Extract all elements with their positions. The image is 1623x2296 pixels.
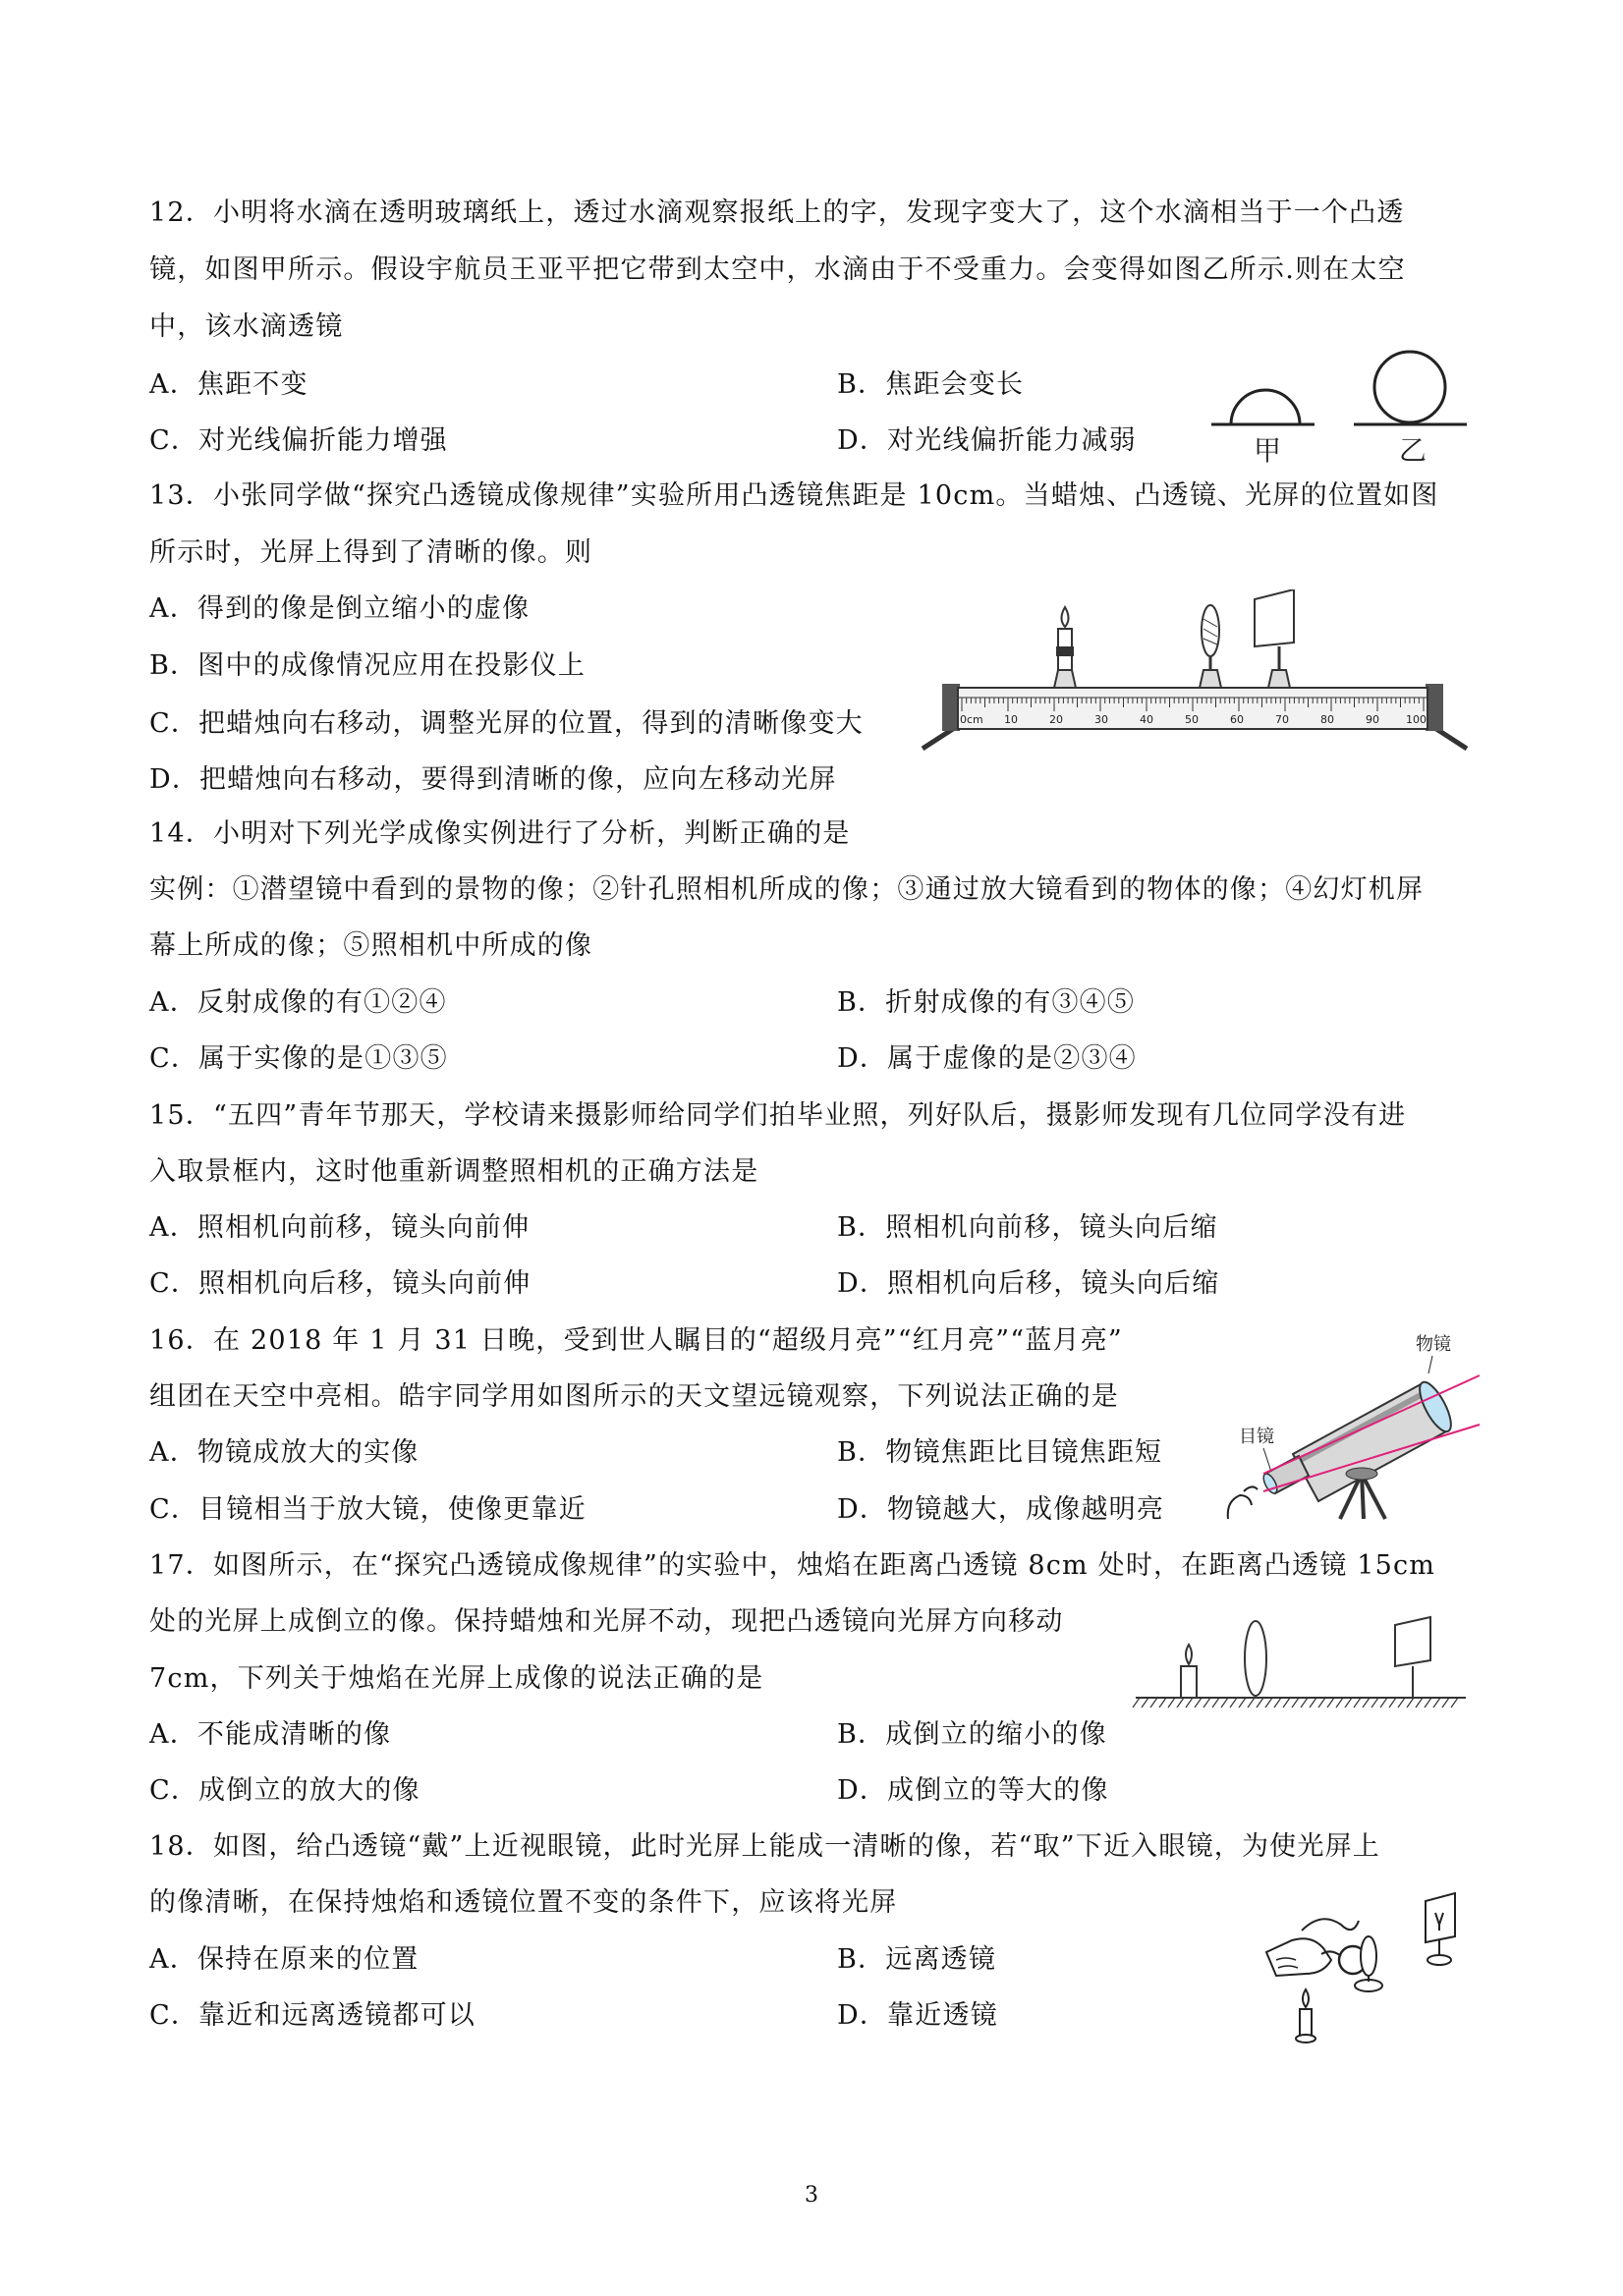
q13-candle: [1054, 607, 1076, 688]
ruler-label-60: 60: [1230, 713, 1244, 726]
q12-water-drop-figure: [1206, 346, 1472, 466]
q16-option-a: A．物镜成放大的实像: [149, 1437, 420, 1468]
ground-hatch: [1354, 1698, 1361, 1708]
q17-bench-figure: [1132, 1609, 1470, 1713]
ground-hatch: [1301, 1698, 1308, 1708]
q15-option-b: B．照相机向前移，镜头向后缩: [837, 1212, 1218, 1243]
q17-candle: [1181, 1645, 1197, 1698]
ground-hatch: [1274, 1698, 1281, 1708]
q16-stem-line-2: 组团在天空中亮相。皓宇同学用如图所示的天文望远镜观察，下列说法正确的是: [149, 1381, 1119, 1412]
q14-stem-line-2: 实例：①潜望镜中看到的景物的像；②针孔照相机所成的像；③通过放大镜看到的物体的像；④幻灯机屏: [149, 874, 1425, 905]
ground-hatch: [1195, 1698, 1202, 1708]
q16-telescope-figure: [1214, 1326, 1482, 1523]
ground-hatch: [1150, 1698, 1157, 1708]
q17-option-a: A．不能成清晰的像: [149, 1719, 392, 1750]
ground-hatch: [1398, 1698, 1405, 1708]
q13-option-d: D．把蜡烛向右移动，要得到清晰的像，应向左移动光屏: [149, 764, 837, 795]
q15-option-a: A．照相机向前移，镜头向前伸: [149, 1212, 531, 1243]
q14-stem-line-1: 14．小明对下列光学成像实例进行了分析，判断正确的是: [149, 818, 851, 849]
ground-hatch: [1318, 1698, 1325, 1708]
ground-hatch: [1203, 1698, 1210, 1708]
q16-option-c: C．目镜相当于放大镜，使像更靠近: [149, 1494, 587, 1525]
ground-hatch: [1433, 1698, 1440, 1708]
q18-option-d: D．靠近透镜: [837, 2000, 998, 2031]
q13-optical-bench-figure: [909, 589, 1477, 752]
q16-option-d: D．物镜越大，成像越明亮: [837, 1494, 1165, 1525]
q18-stem-line-1: 18．如图，给凸透镜“戴”上近视眼镜，此时光屏上能成一清晰的像，若“取”下近入眼镜，为使光屏上: [149, 1831, 1380, 1862]
ground-hatch: [1327, 1698, 1334, 1708]
q18-option-b: B．远离透镜: [837, 1944, 997, 1975]
ruler-label-40: 40: [1140, 713, 1153, 726]
q12-stem-line-1: 12．小明将水滴在透明玻璃纸上，透过水滴观察报纸上的字，发现字变大了，这个水滴相当于一个凸透: [149, 197, 1405, 228]
q18-option-a: A．保持在原来的位置: [149, 1944, 420, 1975]
q13-light-screen: [1255, 589, 1294, 688]
q18-hand: [1266, 1938, 1331, 1976]
ground-hatch: [1177, 1698, 1184, 1708]
q17-convex-lens: [1245, 1621, 1266, 1696]
q12-label-yi: 乙: [1399, 434, 1427, 466]
q12-option-c: C．对光线偏折能力增强: [149, 425, 448, 456]
page-number: 3: [805, 2183, 818, 2208]
ruler-label-30: 30: [1094, 713, 1108, 726]
ground-hatch: [1283, 1698, 1290, 1708]
q18-candle: [1296, 1989, 1315, 2043]
q17-stem-line-1: 17．如图所示，在“探究凸透镜成像规律”的实验中，烛焰在距离凸透镜 8cm 处时，在距离凸透镜 15cm: [149, 1550, 1436, 1581]
q17-stem-line-2: 处的光屏上成倒立的像。保持蜡烛和光屏不动，现把凸透镜向光屏方向移动: [149, 1606, 1064, 1637]
ground-hatch: [1257, 1698, 1263, 1708]
q12-option-b: B．焦距会变长: [837, 369, 1025, 400]
ground-hatch: [1442, 1698, 1449, 1708]
q12-option-d: D．对光线偏折能力减弱: [837, 425, 1137, 456]
q12-stem-line-3: 中，该水滴透镜: [149, 311, 344, 342]
ruler-label-90: 90: [1366, 713, 1379, 726]
q16-stem-line-1: 16．在 2018 年 1 月 31 日晚，受到世人瞩目的“超级月亮”“红月亮”“蓝月亮”: [149, 1325, 1123, 1356]
q15-option-d: D．照相机向后移，镜头向后缩: [837, 1268, 1220, 1299]
q18-glasses-lens-figure: [1262, 1891, 1474, 2048]
ground-hatch: [1425, 1698, 1431, 1708]
q17-option-c: C．成倒立的放大的像: [149, 1775, 420, 1806]
q17-option-d: D．成倒立的等大的像: [837, 1775, 1109, 1806]
q12-label-jia: 甲: [1254, 434, 1282, 466]
ground-hatch: [1292, 1698, 1299, 1708]
ground-hatch: [1133, 1698, 1140, 1708]
ruler-label-0: 0cm: [960, 713, 983, 726]
q16-label-eyepiece: 目镜: [1239, 1427, 1274, 1447]
q12-option-a: A．焦距不变: [149, 369, 308, 400]
q17-light-screen: [1395, 1617, 1430, 1698]
ruler-label-50: 50: [1185, 713, 1199, 726]
q14-option-a: A．反射成像的有①②④: [149, 987, 447, 1018]
ground-hatch: [1416, 1698, 1423, 1708]
q18-light-screen: [1426, 1893, 1455, 1965]
ground-hatch: [1239, 1698, 1246, 1708]
ground-hatch: [1310, 1698, 1316, 1708]
q18-option-c: C．靠近和远离透镜都可以: [149, 2000, 476, 2031]
ground-hatch: [1248, 1698, 1255, 1708]
q14-option-c: C．属于实像的是①③⑤: [149, 1043, 448, 1074]
ground-hatch: [1451, 1698, 1458, 1708]
ground-hatch: [1380, 1698, 1387, 1708]
ground-hatch: [1168, 1698, 1175, 1708]
ground-hatch: [1186, 1698, 1193, 1708]
ground-hatch: [1345, 1698, 1352, 1708]
q13-option-c: C．把蜡烛向右移动，调整光屏的位置，得到的清晰像变大: [149, 708, 864, 739]
ground-hatch: [1159, 1698, 1166, 1708]
q14-option-d: D．属于虚像的是②③④: [837, 1043, 1137, 1074]
ground-hatch: [1336, 1698, 1343, 1708]
q17-stem-line-3: 7cm，下列关于烛焰在光屏上成像的说法正确的是: [149, 1663, 764, 1694]
q15-option-c: C．照相机向后移，镜头向前伸: [149, 1268, 532, 1299]
q18-convex-lens: [1355, 1936, 1382, 1991]
ground-hatch: [1142, 1698, 1148, 1708]
ground-hatch: [1212, 1698, 1219, 1708]
ground-hatch: [1221, 1698, 1228, 1708]
q14-option-b: B．折射成像的有③④⑤: [837, 987, 1136, 1018]
ground-hatch: [1389, 1698, 1396, 1708]
q14-stem-line-3: 幕上所成的像；⑤照相机中所成的像: [149, 930, 593, 961]
q13-stem-line-2: 所示时，光屏上得到了清晰的像。则: [149, 537, 593, 568]
ruler-label-20: 20: [1049, 713, 1063, 726]
ground-hatch: [1265, 1698, 1272, 1708]
q16-option-b: B．物镜焦距比目镜焦距短: [837, 1437, 1163, 1468]
ground-hatch: [1371, 1698, 1378, 1708]
q15-stem-line-1: 15．“五四”青年节那天，学校请来摄影师给同学们拍毕业照，列好队后，摄影师发现有几位同学没有进: [149, 1100, 1407, 1131]
ground-hatch: [1230, 1698, 1237, 1708]
ruler-label-100: 100: [1406, 713, 1427, 726]
q13-option-a: A．得到的像是倒立缩小的虚像: [149, 593, 531, 624]
q13-option-b: B．图中的成像情况应用在投影仪上: [149, 650, 587, 681]
q17-option-b: B．成倒立的缩小的像: [837, 1719, 1107, 1750]
q15-stem-line-2: 入取景框内，这时他重新调整照相机的正确方法是: [149, 1156, 759, 1187]
q13-convex-lens: [1200, 605, 1221, 688]
ground-hatch: [1363, 1698, 1370, 1708]
q13-stem-line-1: 13．小张同学做“探究凸透镜成像规律”实验所用凸透镜焦距是 10cm。当蜡烛、凸透镜、光屏的位置如图: [149, 480, 1439, 511]
ground-hatch: [1407, 1698, 1414, 1708]
q12-stem-line-2: 镜，如图甲所示。假设宇航员王亚平把它带到太空中，水滴由于不受重力。会变得如图乙所示.则在太空: [149, 254, 1406, 285]
ruler-label-80: 80: [1320, 713, 1334, 726]
q16-label-objective: 物镜: [1416, 1334, 1451, 1355]
q18-stem-line-2: 的像清晰，在保持烛焰和透镜位置不变的条件下，应该将光屏: [149, 1887, 898, 1918]
ruler-label-70: 70: [1275, 713, 1289, 726]
ruler-label-10: 10: [1004, 713, 1018, 726]
